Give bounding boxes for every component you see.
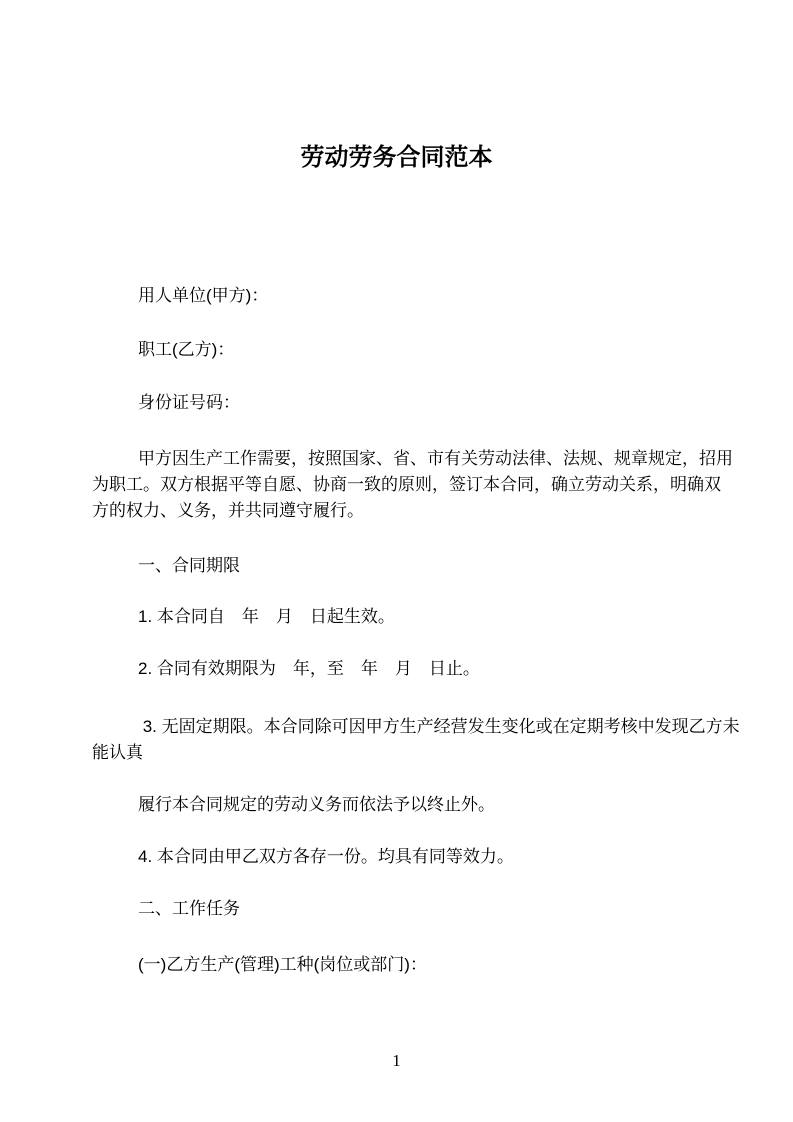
section-1-heading-text: 一、合同期限 [138, 556, 240, 575]
clause-1-2-text: 2. 合同有效期限为 年，至 年 月 日止。 [138, 659, 480, 678]
page-number: 1 [392, 1051, 401, 1070]
clause-1-4 [92, 844, 729, 870]
clause-1-3-line-1: 3. 无固定期限。本合同除可因甲方生产经营发生变化或在定期考核中发现乙方未 [138, 717, 740, 736]
clause-1-1-text: 1. 本合同自 年 月 日起生效。 [138, 607, 395, 626]
party-a-line [92, 283, 729, 309]
clause-2-1-text: (一)乙方生产(管理)工种(岗位或部门)： [138, 955, 427, 974]
clause-1-1 [92, 604, 729, 630]
id-number-label: 身份证号码： [138, 393, 240, 412]
section-2-heading [92, 896, 729, 922]
section-1-heading [92, 553, 729, 579]
party-b-label: 职工(乙方)： [138, 340, 235, 359]
party-b-line [92, 337, 729, 363]
preamble-line-1: 甲方因生产工作需要，按照国家、省、市有关劳动法律、法规、规章规定，招用 [138, 449, 733, 468]
clause-1-3-continuation [92, 792, 729, 818]
clause-1-2 [92, 656, 729, 682]
page-footer [0, 1048, 793, 1074]
party-a-label: 用人单位(甲方)： [138, 286, 269, 305]
clause-1-3-line-2: 能认真 [92, 743, 143, 762]
document-title: 劳动劳务合同范本 [300, 144, 493, 171]
clause-1-4-text: 4. 本合同由甲乙双方各存一份。均具有同等效力。 [138, 847, 514, 866]
clause-1-3-continuation-text: 履行本合同规定的劳动义务而依法予以终止外。 [138, 795, 495, 814]
clause-1-3 [92, 714, 740, 766]
section-2-heading-text: 二、工作任务 [138, 899, 240, 918]
id-number-line [92, 390, 729, 416]
clause-2-1 [92, 952, 729, 978]
preamble-line-3: 方的权力、义务，并共同遵守履行。 [92, 501, 364, 520]
preamble-paragraph [92, 446, 733, 524]
preamble-line-2: 为职工。双方根据平等自愿、协商一致的原则，签订本合同，确立劳动关系，明确双 [92, 475, 721, 494]
